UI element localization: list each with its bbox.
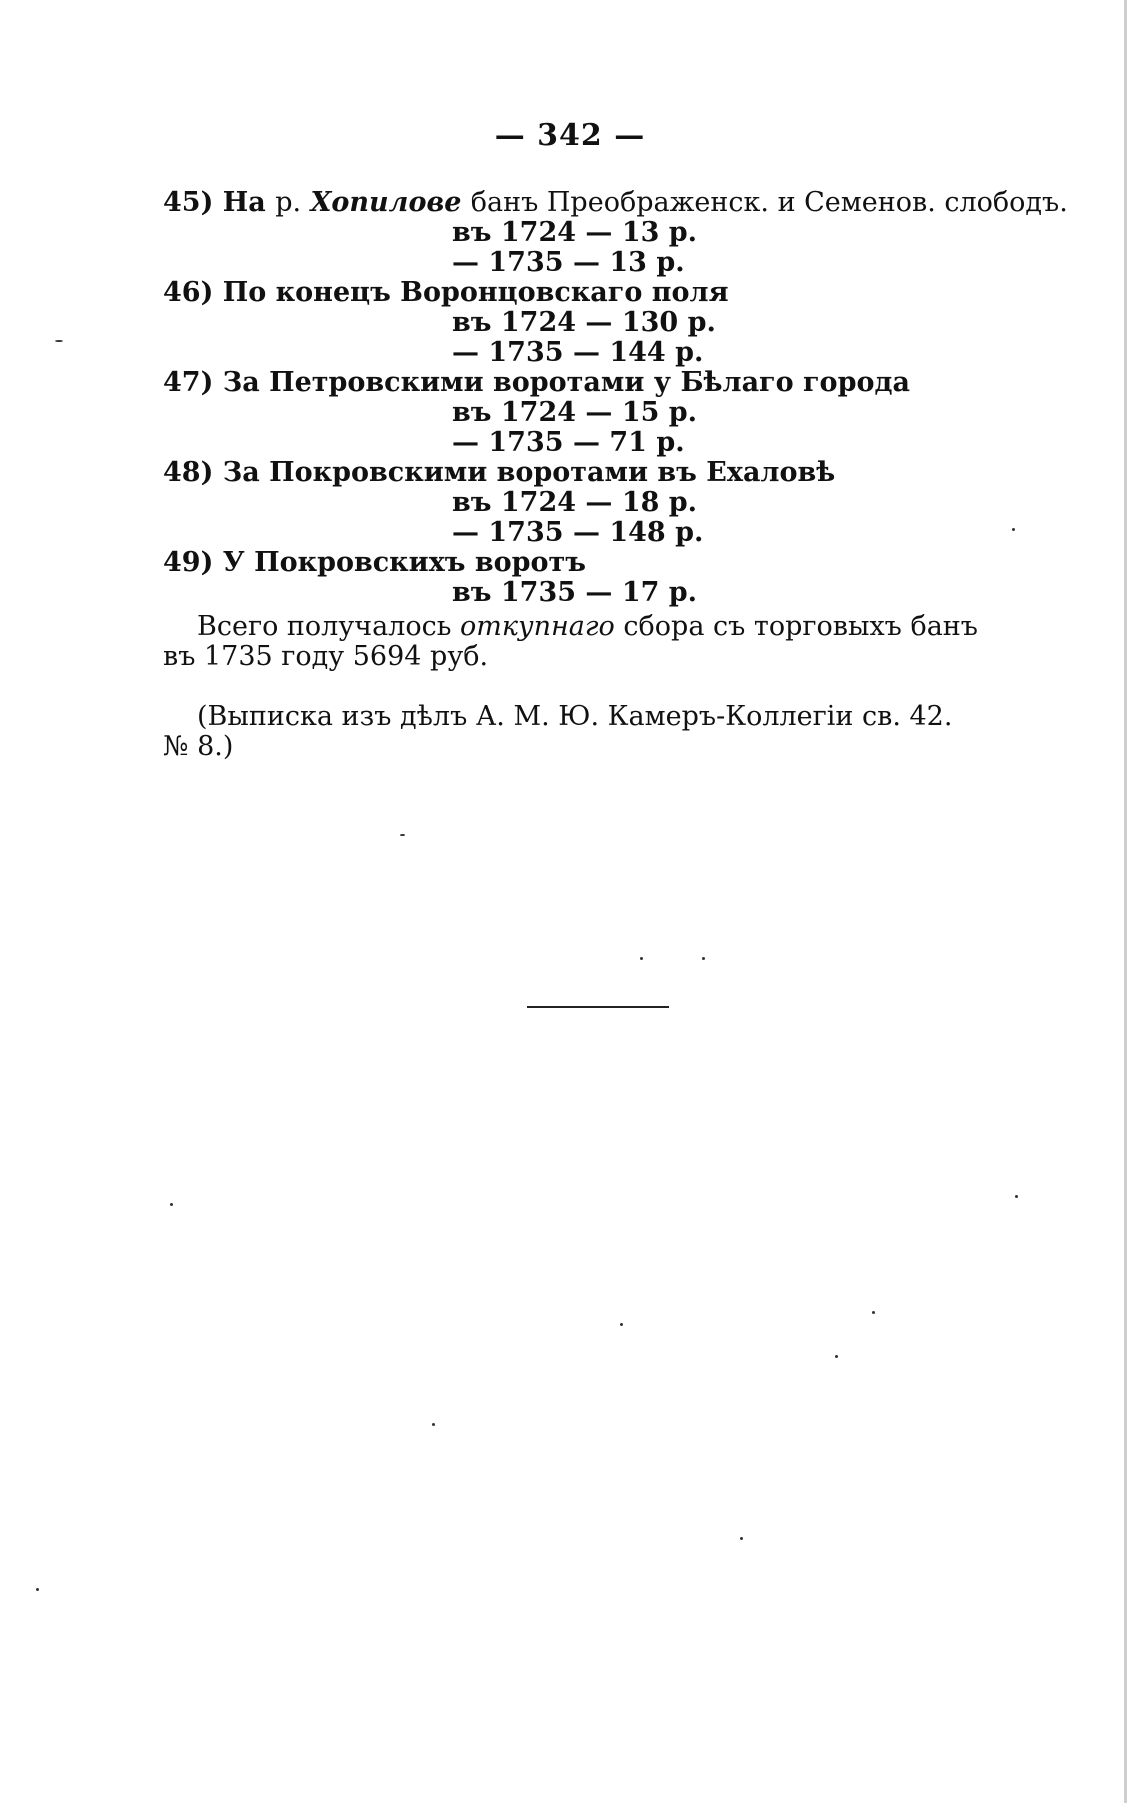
scan-speck: [835, 1355, 838, 1358]
entry-46-amount-1735: — 1735 — 144 р.: [452, 337, 704, 368]
scan-speck: [640, 957, 643, 960]
total-text-a: Всего получалось: [197, 611, 452, 642]
scan-speck: [620, 1323, 623, 1326]
entry-46-amount-1724: въ 1724 — 130 р.: [452, 307, 716, 338]
river-abbrev: р.: [275, 187, 302, 218]
entry-48-amount-1724: въ 1724 — 18 р.: [452, 487, 698, 518]
entry-text: За Покровскими воротами въ Ехаловѣ: [222, 457, 836, 488]
entry-number: 49): [163, 547, 214, 578]
scan-speck: [400, 834, 405, 836]
total-text-italic: откупнаго: [459, 611, 615, 642]
river-name: Хопилове: [310, 187, 462, 218]
entry-48-amount-1735: — 1735 — 148 р.: [452, 517, 704, 548]
entry-number: 48): [163, 457, 214, 488]
entry-text: По конецъ Воронцовскаго поля: [222, 277, 729, 308]
entry-prefix: На: [222, 187, 266, 218]
source-line-2: № 8.): [163, 731, 234, 762]
entry-47-amount-1724: въ 1724 — 15 р.: [452, 397, 698, 428]
scan-speck: [432, 1423, 435, 1426]
entry-49: [163, 548, 586, 578]
page-number: — 342 —: [494, 118, 646, 153]
scan-speck: [740, 1537, 743, 1540]
total-line-2: въ 1735 году 5694 руб.: [163, 641, 489, 672]
entry-number: 47): [163, 367, 214, 398]
entry-text: За Петровскими воротами у Бѣлаго города: [222, 367, 910, 398]
scan-speck: [872, 1311, 875, 1314]
scan-speck: [170, 1203, 173, 1206]
page-edge-shadow: [1124, 0, 1127, 1803]
entry-47: [163, 368, 910, 398]
entry-45-amount-1735: — 1735 — 13 р.: [452, 247, 685, 278]
scan-speck: [1012, 528, 1015, 531]
total-text-c: сбора съ торговыхъ банъ: [623, 611, 978, 642]
entry-number: 45): [163, 187, 214, 218]
source-line-1: (Выписка изъ дѣлъ А. М. Ю. Камеръ-Коллегіи св. 42.: [197, 701, 953, 732]
entry-text: банъ Преображенск. и Семенов. слободъ.: [470, 187, 1068, 218]
entry-number: 46): [163, 277, 214, 308]
entry-46: [163, 278, 729, 308]
scan-speck: [36, 1588, 39, 1591]
section-divider: [527, 1006, 669, 1008]
total-line-1: [197, 612, 978, 642]
entry-49-amount-1735: въ 1735 — 17 р.: [452, 577, 698, 608]
entry-45-amount-1724: въ 1724 — 13 р.: [452, 217, 698, 248]
scan-speck: [702, 957, 705, 960]
entry-45: [163, 188, 1068, 218]
entry-47-amount-1735: — 1735 — 71 р.: [452, 427, 685, 458]
entry-text: У Покровскихъ воротъ: [222, 547, 586, 578]
scan-speck: [1015, 1195, 1018, 1198]
entry-48: [163, 458, 835, 488]
scan-speck: [55, 340, 63, 342]
